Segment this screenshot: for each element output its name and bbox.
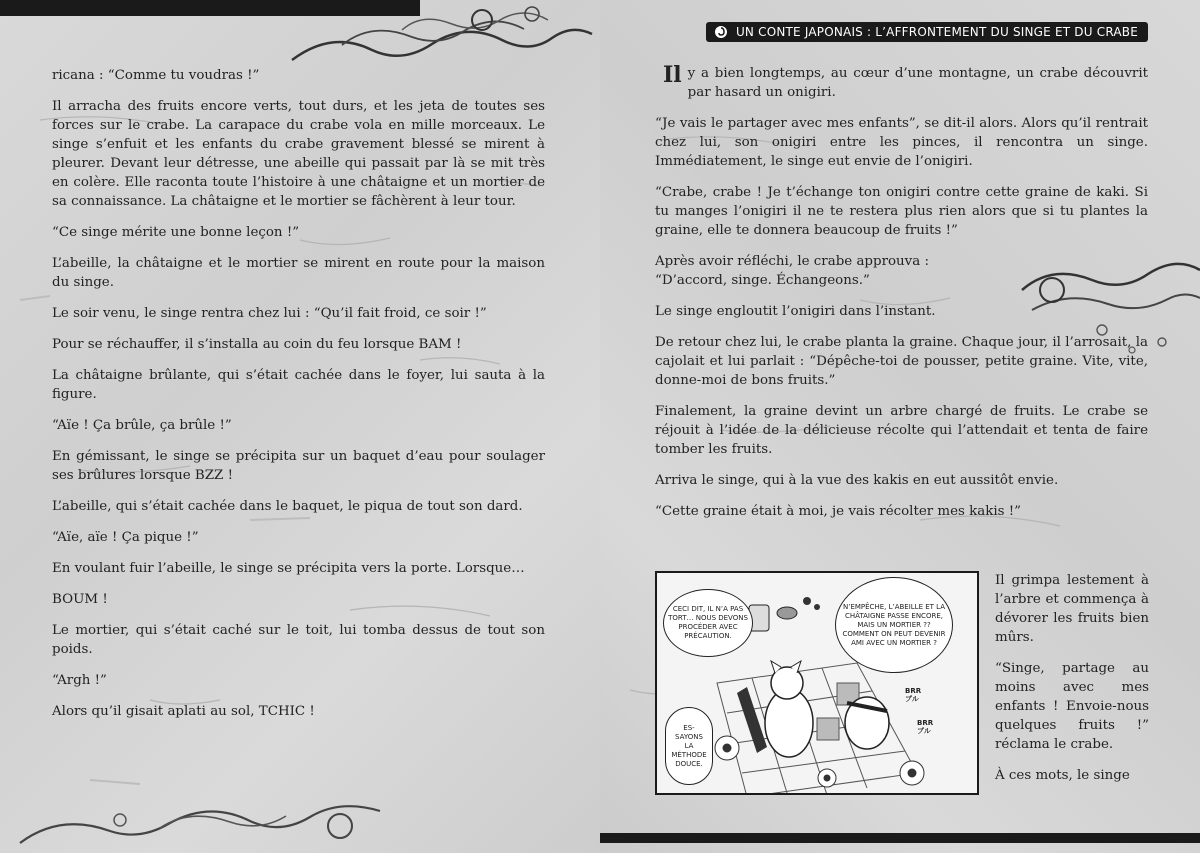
paragraph: “Ce singe mérite une bonne leçon !” (52, 225, 300, 240)
paragraph: Après avoir réfléchi, le crabe approuva : “D’accord, singe. Échangeons.” (655, 254, 929, 288)
paragraph: “Aïe ! Ça brûle, ça brûle !” (52, 418, 232, 433)
paragraph: BOUM ! (52, 592, 108, 607)
paragraph: Alors qu’il gisait aplati au sol, TCHIC ! (52, 704, 315, 719)
paragraph: “Crabe, crabe ! Je t’échange ton onigiri contre cette graine de kaki. Si tu manges l’onigiri il ne te restera plus rien alors que si tu plantes la graine, elle te donnera beaucoup de fruits !” (655, 185, 1148, 238)
paragraph: Pour se réchauffer, il s’installa au coin du feu lorsque BAM ! (52, 337, 462, 352)
paragraph: “Aïe, aïe ! Ça pique !” (52, 530, 199, 545)
sound-effect: BRR ブル (905, 687, 922, 703)
paragraph: “Argh !” (52, 673, 107, 688)
paragraph: Le soir venu, le singe rentra chez lui : “Qu’il fait froid, ce soir !” (52, 306, 487, 321)
paragraph: La châtaigne brûlante, qui s’était cachée dans le foyer, lui sauta à la figure. (52, 368, 545, 402)
paragraph: “Cette graine était à moi, je vais récolter mes kakis !” (655, 504, 1022, 519)
left-text-column (52, 66, 545, 733)
paragraph: À ces mots, le singe (995, 768, 1130, 783)
paragraph: “Singe, partage au moins avec mes enfants ! Envoie-nous quelques fruits !” réclama le crabe. (995, 661, 1149, 752)
paragraph: ricana : “Comme tu voudras !” (52, 68, 260, 83)
cloud-swirl-top (282, 0, 600, 72)
swirl-icon (714, 25, 728, 39)
side-text-column (995, 571, 1149, 797)
paragraph: Le singe engloutit l’onigiri dans l’instant. (655, 304, 936, 319)
paragraph: Arriva le singe, qui à la vue des kakis en eut aussitôt envie. (655, 473, 1059, 488)
paragraph: En voulant fuir l’abeille, le singe se précipita vers la porte. Lorsque… (52, 561, 525, 576)
paragraph: De retour chez lui, le crabe planta la graine. Chaque jour, il l’arrosait, la cajolait et lui parlait : “Dépêche-toi de pousser, petite graine. Vite, vite, donne-moi de bons fruits.” (655, 335, 1148, 388)
chapter-header (706, 22, 1148, 42)
right-text-column (655, 64, 1148, 533)
speech-bubble-right: N’EMPÊCHE, L’ABEILLE ET LA CHÂTAIGNE PASSE ENCORE, MAIS UN MORTIER ?? COMMENT ON PEUT DEVENIR AMI AVEC UN MORTIER ? (835, 577, 953, 673)
opening-paragraph (655, 64, 1148, 102)
cloud-swirl-bottom (0, 798, 600, 853)
chapter-title: UN CONTE JAPONAIS : L’AFFRONTEMENT DU SINGE ET DU CRABE (735, 25, 1138, 39)
speech-bubble-bottom: ES-SAYONS LA MÉTHODE DOUCE. (665, 707, 713, 785)
sound-effect: BRR ブル (917, 719, 934, 735)
paragraph: Le mortier, qui s’était caché sur le toit, lui tomba dessus de tout son poids. (52, 623, 545, 657)
bottom-border-bar (600, 833, 1200, 843)
paragraph: L’abeille, qui s’était cachée dans le baquet, le piqua de tout son dard. (52, 499, 523, 514)
paragraph: Il arracha des fruits encore verts, tout durs, et les jeta de toutes ses forces sur le crabe. La carapace du crabe vola en mille morceaux. Le singe s’enfuit et les enfants du crabe gravement blessé se mirent à pleurer. Devant leur détresse, une abeille qui passait par là se mit très en colère. Elle raconta toute l’histoire à une châtaigne et un mortier de sa connaissance. La châtaigne et le mortier se fâchèrent à leur tour. (52, 99, 545, 209)
drop-cap: Il (663, 62, 682, 88)
paragraph: En gémissant, le singe se précipita sur un baquet d’eau pour soulager ses brûlures lorsque BZZ ! (52, 449, 545, 483)
paragraph: Finalement, la graine devint un arbre chargé de fruits. Le crabe se réjouit à l’idée de la délicieuse récolte qui l’attendait et tenta de faire tomber les fruits. (655, 404, 1148, 457)
paragraph: L’abeille, la châtaigne et le mortier se mirent en route pour la maison du singe. (52, 256, 545, 290)
paragraph: “Je vais le partager avec mes enfants”, se dit-il alors. Alors qu’il rentrait chez lui, son onigiri entre les pinces, il rencontra un singe. Immédiatement, le singe eut envie de l’onigiri. (655, 116, 1148, 169)
opening-text: y a bien longtemps, au cœur d’une montagne, un crabe découvrit par hasard un onigiri. (687, 66, 1148, 100)
paragraph: Il grimpa lestement à l’arbre et commença à dévorer les fruits bien mûrs. (995, 573, 1149, 645)
speech-bubble-left: CECI DIT, IL N’A PAS TORT… NOUS DEVONS PROCÉDER AVEC PRÉCAUTION. (663, 589, 753, 657)
manga-panel (655, 571, 979, 795)
